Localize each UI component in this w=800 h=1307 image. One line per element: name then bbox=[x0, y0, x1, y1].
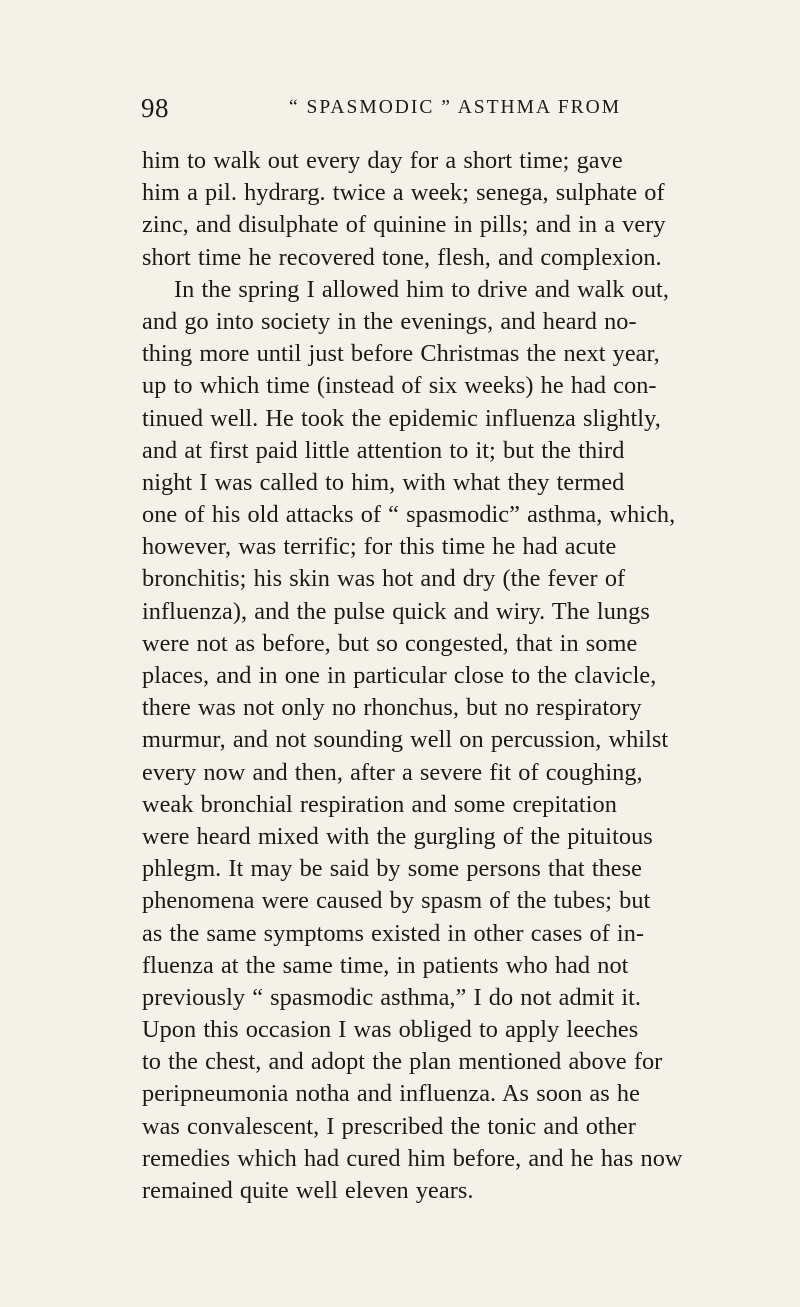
text-line: night I was called to him, with what they termed bbox=[142, 468, 625, 496]
text-line: to the chest, and adopt the plan mentioned above for bbox=[142, 1048, 663, 1076]
running-title: “ SPASMODIC ” ASTHMA FROM bbox=[289, 97, 622, 118]
text-line: were heard mixed with the gurgling of the pituitous bbox=[142, 822, 653, 850]
text-line: phenomena were caused by spasm of the tubes; but bbox=[142, 887, 651, 915]
text-line: remedies which had cured him before, and he has now bbox=[142, 1144, 683, 1172]
text-line: him to walk out every day for a short time; gave bbox=[142, 147, 623, 174]
running-head bbox=[141, 90, 661, 126]
text-line: previously “ spasmodic asthma,” I do not admit it. bbox=[142, 983, 642, 1011]
text-line: weak bronchial respiration and some crepitation bbox=[142, 790, 617, 818]
text-line: peripneumonia notha and influenza. As soon as he bbox=[142, 1080, 640, 1108]
text-line: fluenza at the same time, in patients who had not bbox=[142, 951, 629, 979]
text-line: In the spring I allowed him to drive and walk out, bbox=[174, 275, 669, 303]
text-line: phlegm. It may be said by some persons that these bbox=[142, 855, 642, 883]
text-line: murmur, and not sounding well on percussion, whilst bbox=[142, 726, 669, 754]
text-line: were not as before, but so congested, that in some bbox=[142, 629, 638, 657]
text-line: remained quite well eleven years. bbox=[142, 1177, 474, 1204]
text-line: was convalescent, I prescribed the tonic and other bbox=[142, 1112, 636, 1140]
text-line: him a pil. hydrarg. twice a week; senega, sulphate of bbox=[142, 179, 665, 207]
text-line: short time he recovered tone, flesh, and complexion. bbox=[142, 243, 662, 271]
body-text bbox=[142, 145, 683, 1207]
text-line: influenza), and the pulse quick and wiry. The lungs bbox=[142, 597, 650, 625]
text-line: thing more until just before Christmas the next year, bbox=[142, 340, 660, 368]
text-line: bronchitis; his skin was hot and dry (the fever of bbox=[142, 565, 626, 593]
text-line: every now and then, after a severe fit of coughing, bbox=[142, 758, 643, 786]
text-line: zinc, and disulphate of quinine in pills; and in a very bbox=[142, 211, 666, 239]
text-line: and go into society in the evenings, and heard no- bbox=[142, 307, 637, 335]
text-line: one of his old attacks of “ spasmodic” asthma, which, bbox=[142, 501, 676, 529]
text-line: however, was terrific; for this time he had acute bbox=[142, 533, 617, 561]
text-line: there was not only no rhonchus, but no respiratory bbox=[142, 694, 642, 722]
text-line: up to which time (instead of six weeks) he had con- bbox=[142, 372, 657, 400]
text-line: as the same symptoms existed in other cases of in- bbox=[142, 919, 645, 947]
text-line: tinued well. He took the epidemic influenza slightly, bbox=[142, 404, 661, 432]
text-line: and at first paid little attention to it; but the third bbox=[142, 436, 625, 464]
text-line: places, and in one in particular close to the clavicle, bbox=[142, 662, 657, 689]
page-number: 98 bbox=[141, 93, 169, 123]
text-line: Upon this occasion I was obliged to apply leeches bbox=[142, 1016, 639, 1044]
